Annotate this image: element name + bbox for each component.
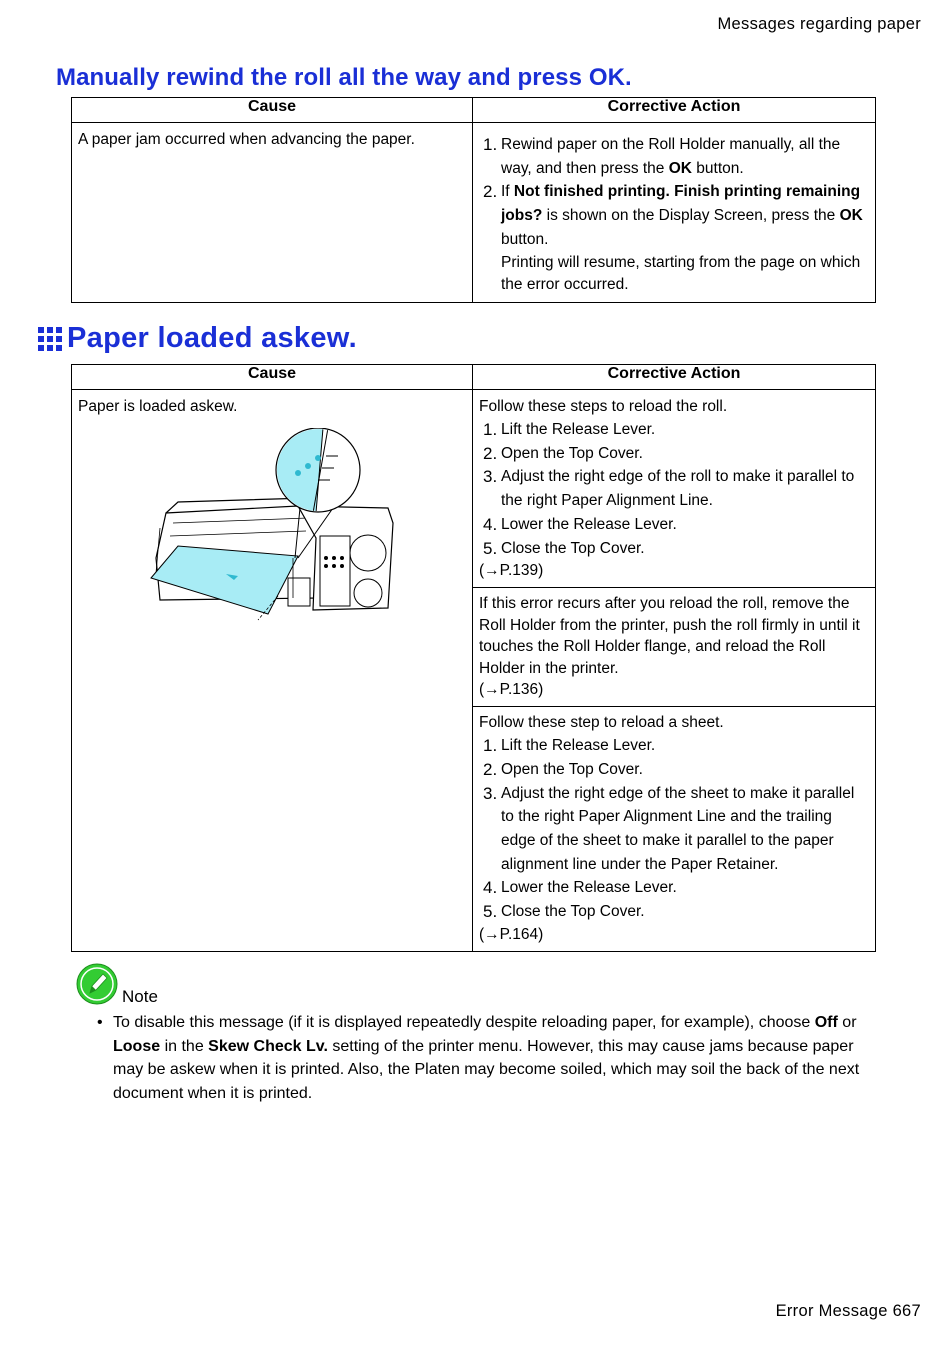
action-header: Corrective Action <box>473 98 876 123</box>
text-run: in the <box>160 1037 209 1055</box>
step-number: 4. <box>483 514 498 534</box>
step-list <box>479 133 869 252</box>
step-note: Printing will resume, starting from the page on which the error occurred. <box>501 253 861 293</box>
section2-table <box>71 364 876 952</box>
step-item <box>479 758 869 782</box>
section1-title: Manually rewind the roll all the way and press OK. <box>56 64 632 91</box>
text-run: Rewind paper on the Roll Holder manually, all the way, and then press the <box>501 136 841 177</box>
step-item <box>479 537 869 561</box>
step-item <box>479 782 869 877</box>
step-text: Lift the Release Lever. <box>501 421 656 438</box>
step-text: Adjust the right edge of the sheet to make it parallel to the right Paper Alignment Line and the trailing edge of the sheet to make it parallel to the paper alignment line under the Paper Retainer. <box>501 784 855 873</box>
page-footer: Error Message 667 <box>775 1302 921 1320</box>
step-number: 1. <box>483 736 498 756</box>
step-number: 4. <box>483 878 498 898</box>
section2-heading <box>38 322 357 355</box>
cause-header: Cause <box>72 98 473 123</box>
step-item <box>479 180 869 251</box>
step-number: 2. <box>483 443 498 463</box>
text-run: To disable this message (if it is displayed repeatedly despite reloading paper, for example), choose <box>113 1014 815 1031</box>
printer-askew-image <box>148 428 408 623</box>
cause-text: A paper jam occurred when advancing the paper. <box>78 131 415 148</box>
cause-header: Cause <box>72 365 473 390</box>
step-item <box>479 465 869 512</box>
section2-title: Paper loaded askew. <box>67 322 357 354</box>
step-number: 2. <box>483 759 498 779</box>
page-ref-link[interactable]: (→P.139) <box>479 562 544 580</box>
step-number: 3. <box>483 467 498 487</box>
step-number: 1. <box>483 420 498 439</box>
text-run: If <box>501 183 514 201</box>
bold-text: OK <box>668 159 692 177</box>
cause-cell <box>72 390 473 952</box>
step-text: Open the Top Cover. <box>501 444 643 462</box>
action-cell-roll <box>473 390 876 588</box>
cause-text: Paper is loaded askew. <box>78 398 238 415</box>
text-run: button. <box>501 230 549 248</box>
page-header: Messages regarding paper <box>717 15 921 33</box>
step-number: 5. <box>483 538 498 558</box>
step-text: Open the Top Cover. <box>501 760 643 778</box>
action-header: Corrective Action <box>473 365 876 390</box>
step-item <box>479 442 869 466</box>
step-number: 3. <box>483 783 498 803</box>
step-item <box>479 513 869 537</box>
page-ref-link[interactable]: (→P.136) <box>479 681 544 699</box>
bullet-icon: • <box>97 1014 103 1031</box>
step-item <box>479 133 869 180</box>
step-text: Lower the Release Lever. <box>501 515 677 533</box>
bold-text: Skew Check Lv. <box>208 1037 328 1055</box>
action-cell-rollholder <box>473 588 876 707</box>
bold-text: Off <box>814 1014 838 1031</box>
step-number: 2. <box>483 182 498 202</box>
section1-table <box>71 97 876 303</box>
step-item <box>479 418 869 442</box>
sheet-intro: Follow these step to reload a sheet. <box>479 714 724 732</box>
action-cell-sheet <box>473 707 876 952</box>
step-number: 5. <box>483 902 498 922</box>
step-item <box>479 734 869 758</box>
page-ref-link[interactable]: (→P.164) <box>479 925 544 943</box>
pencil-icon <box>76 963 118 1005</box>
step-text: Lift the Release Lever. <box>501 737 656 755</box>
roll-intro: Follow these steps to reload the roll. <box>479 398 728 415</box>
printer-illustration <box>148 428 466 630</box>
text-run: button. <box>691 159 744 177</box>
text-run: setting of the printer menu. However, this may cause jams because paper may be askew when it is printed. Also, the Platen may become soiled, which may soil the back of the next document when it is printed. <box>113 1037 860 1103</box>
step-number: 1. <box>483 135 498 154</box>
bold-text: OK <box>839 207 863 225</box>
text-run: is shown on the Display Screen, press the <box>542 207 840 225</box>
bold-text: Loose <box>113 1037 161 1055</box>
note-list <box>76 1011 886 1106</box>
step-text: Adjust the right edge of the roll to make it parallel to the right Paper Alignment Line. <box>501 468 855 510</box>
note-label: Note <box>122 987 158 1006</box>
step-item <box>479 900 869 924</box>
step-text: Close the Top Cover. <box>501 903 645 921</box>
note-box <box>76 963 886 1106</box>
text-run: or <box>837 1014 857 1031</box>
step-item <box>479 876 869 900</box>
grid-icon <box>38 327 62 351</box>
step-text: Lower the Release Lever. <box>501 879 677 897</box>
cause-cell <box>72 123 473 303</box>
rollholder-text: If this error recurs after you reload the roll, remove the Roll Holder from the printer, push the roll firmly in until it touches the Roll Holder flange, and reload the Roll Holder in the printer. <box>479 595 860 677</box>
step-text: Close the Top Cover. <box>501 539 645 557</box>
roll-step-list <box>479 418 869 560</box>
bold-text: Not finished printing. Finish printing remaining jobs? <box>501 183 861 225</box>
action-cell <box>473 123 876 303</box>
note-item <box>76 1011 886 1106</box>
sheet-step-list <box>479 734 869 924</box>
